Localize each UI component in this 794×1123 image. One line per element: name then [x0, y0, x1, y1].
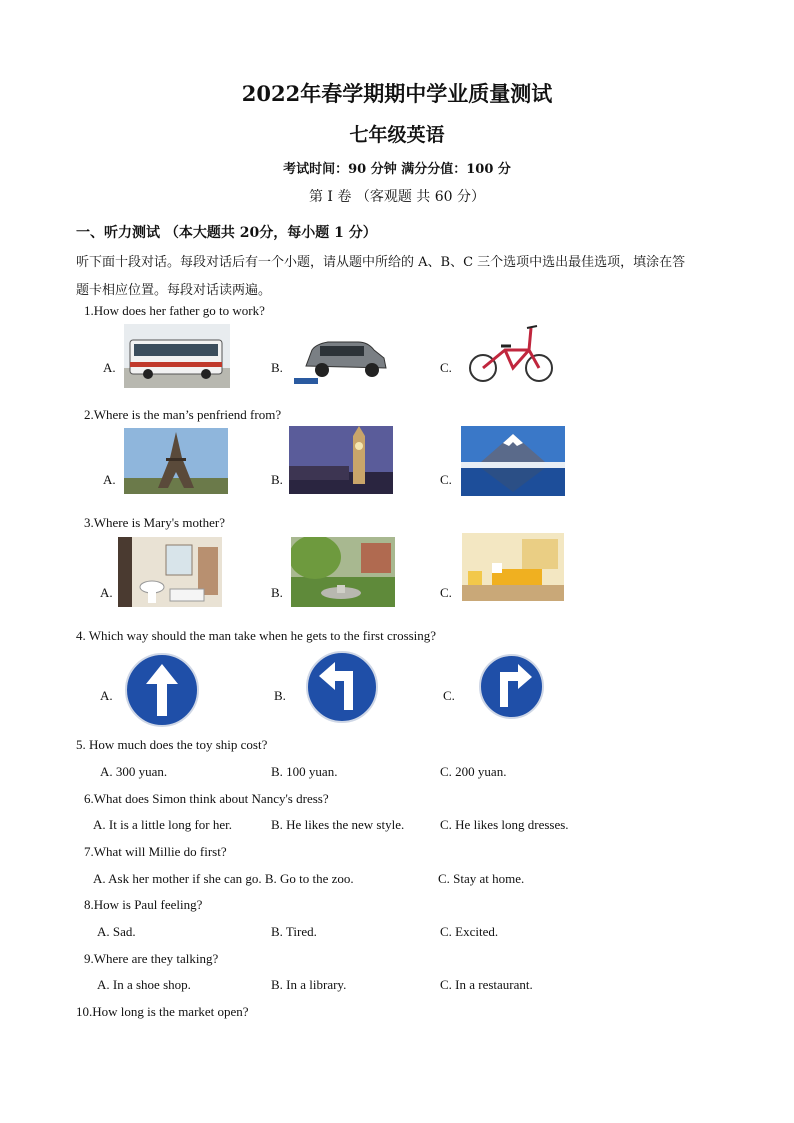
option-label: C. Stay at home. — [438, 871, 525, 886]
option-label: B. — [271, 472, 283, 487]
option-label: C. — [443, 688, 455, 703]
option-label: C. — [440, 360, 452, 375]
option-label: C. — [440, 585, 452, 600]
bedroom-picture — [462, 533, 564, 601]
option-label: C. 200 yuan. — [440, 764, 507, 779]
bus-picture — [124, 324, 230, 388]
exam-subtitle: 七年级英语 — [349, 124, 445, 146]
question-10: 10.How long is the market open? — [76, 1004, 249, 1019]
volume-heading: 第 Ⅰ 卷 （客观题 共 60 分） — [308, 189, 486, 205]
option-label: B. He likes the new style. — [271, 817, 405, 832]
option-label: A. — [103, 472, 116, 487]
option-label: A. Ask her mother if she can go. B. Go to the zoo. — [93, 871, 354, 886]
question-7: 7.What will Millie do first? — [84, 844, 227, 859]
option-label: B. — [274, 688, 286, 703]
question-1: 1.How does her father go to work? — [84, 303, 265, 318]
exam-title: 2022年春学期期中学业质量测试 — [241, 81, 553, 106]
garden-picture — [291, 537, 395, 607]
section-heading: 一、听力测试 （本大题共 20分，每小题 1 分） — [76, 225, 377, 241]
option-label: A. — [100, 585, 113, 600]
option-label: B. 100 yuan. — [271, 764, 338, 779]
option-label: B. In a library. — [271, 977, 347, 992]
option-label: C. In a restaurant. — [440, 977, 533, 992]
big-ben-picture — [289, 426, 393, 494]
option-label: A. Sad. — [97, 924, 136, 939]
eiffel-tower-picture — [124, 428, 228, 494]
question-5: 5. How much does the toy ship cost? — [76, 737, 268, 752]
option-label: A. — [100, 688, 113, 703]
question-8: 8.How is Paul feeling? — [84, 897, 203, 912]
instruction-line-1: 听下面十段对话。每段对话后有一个小题，请从题中所给的 A、B、C 三个选项中选出最佳选项，填涂在答 — [76, 255, 686, 270]
question-2: 2.Where is the man’s penfriend from? — [84, 407, 282, 422]
left-turn-sign-icon — [305, 650, 379, 724]
option-label: A. In a shoe shop. — [97, 977, 191, 992]
option-label: C. Excited. — [440, 924, 499, 939]
straight-arrow-sign-icon — [124, 652, 200, 728]
question-9: 9.Where are they talking? — [84, 951, 219, 966]
option-label: A. 300 yuan. — [100, 764, 168, 779]
bicycle-picture — [465, 320, 557, 384]
question-6: 6.What does Simon think about Nancy's dress? — [84, 791, 329, 806]
option-label: B. — [271, 360, 283, 375]
instruction-line-2: 题卡相应位置。每段对话读两遍。 — [76, 283, 272, 298]
option-label: C. He likes long dresses. — [440, 817, 569, 832]
car-picture — [292, 324, 398, 388]
option-label: A. — [103, 360, 116, 375]
option-label: C. — [440, 472, 452, 487]
mount-fuji-picture — [461, 426, 565, 496]
question-3: 3.Where is Mary's mother? — [84, 515, 225, 530]
right-turn-sign-icon — [478, 653, 545, 720]
question-4: 4. Which way should the man take when he gets to the first crossing? — [76, 628, 437, 643]
bathroom-picture — [118, 537, 222, 607]
option-label: B. — [271, 585, 283, 600]
exam-info: 考试时间：90 分钟 满分分值：100 分 — [283, 162, 511, 177]
option-label: B. Tired. — [271, 924, 317, 939]
option-label: A. It is a little long for her. — [93, 817, 233, 832]
